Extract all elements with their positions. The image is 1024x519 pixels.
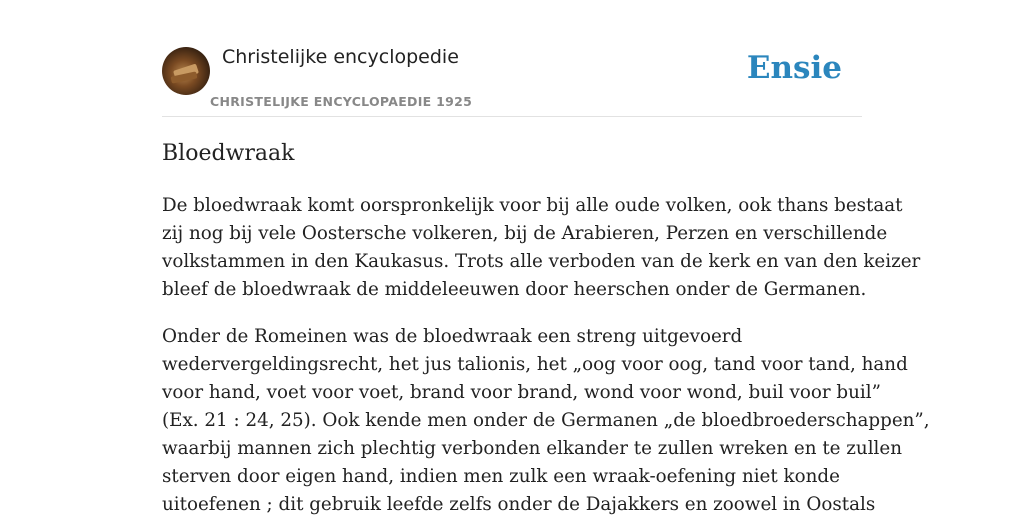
paragraph-line: (Ex. 21 : 24, 25). Ook kende men onder de Germanen „de bloedbroederschappen”, <box>162 410 930 431</box>
paragraph-line: volkstammen in den Kaukasus. Trots alle verboden van de kerk en van den keizer <box>162 251 921 272</box>
paragraph-line: voor hand, voet voor voet, brand voor brand, wond voor wond, buil voor buil” <box>162 382 881 403</box>
paragraph-line: bleef de bloedwraak de middeleeuwen door heerschen onder de Germanen. <box>162 279 867 300</box>
site-subtitle: CHRISTELIJKE ENCYCLOPAEDIE 1925 <box>210 94 473 109</box>
encyclopedia-avatar[interactable] <box>162 47 210 95</box>
paragraph-line: zij nog bij vele Oostersche volkeren, bij de Arabieren, Perzen en verschillende <box>162 223 888 244</box>
article-title: Bloedwraak <box>162 141 295 166</box>
site-header <box>162 46 862 117</box>
paragraph-line: uitoefenen ; dit gebruik leefde zelfs onder de Dajakkers en zoowel in Oostals <box>162 494 876 515</box>
paragraph-line: De bloedwraak komt oorspronkelijk voor bij alle oude volken, ook thans bestaat <box>162 195 903 216</box>
article-paragraph-2 <box>162 323 930 519</box>
article-paragraph-1 <box>162 192 921 304</box>
ensie-logo-link[interactable]: Ensie <box>746 50 842 86</box>
paragraph-line: waarbij mannen zich plechtig verbonden elkander te zullen wreken en te zullen <box>162 438 902 459</box>
paragraph-line: wedervergeldingsrecht, het jus talionis, het „oog voor oog, tand voor tand, hand <box>162 354 908 375</box>
paragraph-line: sterven door eigen hand, indien men zulk een wraak-oefening niet konde <box>162 466 840 487</box>
article-content <box>162 136 930 519</box>
site-title[interactable]: Christelijke encyclopedie <box>222 46 459 68</box>
paragraph-line: Onder de Romeinen was de bloedwraak een streng uitgevoerd <box>162 326 743 347</box>
